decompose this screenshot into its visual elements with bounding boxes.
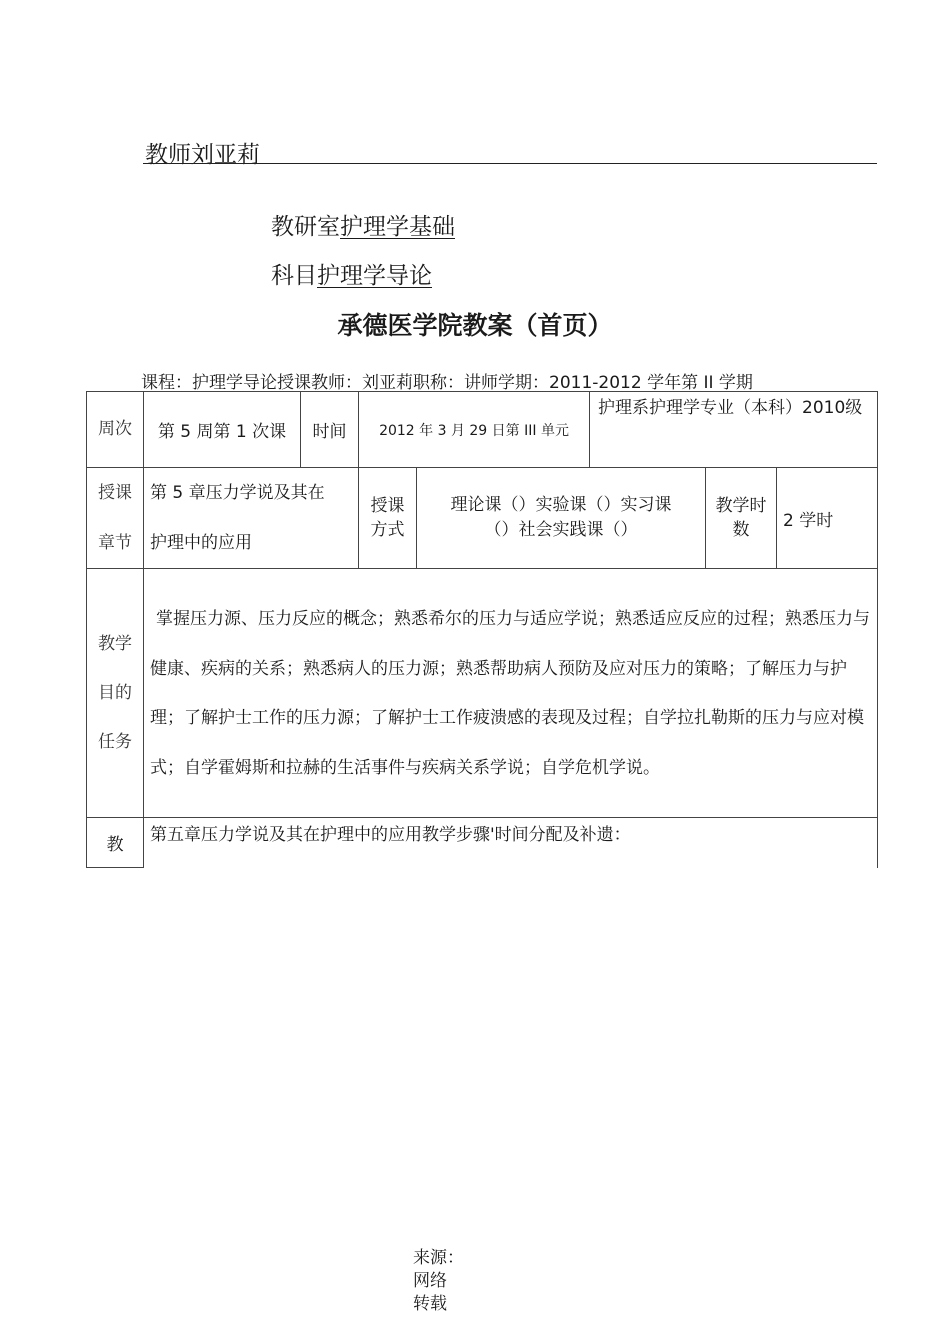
teaching-steps-text: 教学步骤'时间分配及补遗： — [422, 825, 631, 845]
objectives-cell — [144, 569, 878, 818]
hours-value: 2 学时 — [777, 468, 878, 569]
table-row — [87, 818, 878, 868]
page-title-main: 承德医学院教案 — [337, 311, 513, 340]
teaching-steps-cell — [144, 818, 878, 868]
table-row — [87, 569, 878, 818]
subject-value: 护理学导论 — [317, 263, 432, 289]
table-row — [87, 392, 878, 468]
class-value: 护理系护理学专业（本科）2010级 — [598, 398, 863, 418]
chapter-value — [144, 468, 359, 569]
hours-label: 教学时数 — [706, 468, 777, 569]
objectives-label-2: 目的 — [98, 682, 132, 703]
page-title — [0, 306, 950, 342]
source-line-3: 转载 — [413, 1294, 447, 1314]
chapter-label-2: 章节 — [98, 533, 132, 553]
objectives-text: 掌握压力源、压力反应的概念；熟悉希尔的压力与适应学说；熟悉适应反应的过程；熟悉压力与健康、疾病的关系；熟悉病人的压力源；熟悉帮助病人预防及应对压力的策略；了解压力与护理；了解护士工作的压力源；了解护士工作疲溃感的表现及过程；自学拉扎勒斯的压力与应对模式；自学霍姆斯和拉赫的生活事件与疾病关系学说；自学危机学说。 — [150, 609, 870, 778]
subject-line — [271, 257, 432, 290]
objectives-label-1: 教学 — [98, 633, 132, 654]
mode-value-2: （）社会实践课（） — [484, 520, 638, 540]
objectives-label — [87, 569, 144, 818]
department-value: 护理学基础 — [340, 214, 455, 240]
source-line-1: 来源： — [413, 1248, 464, 1268]
source-line-2: 网络 — [413, 1271, 447, 1291]
chapter-value-1: 第 5 章压力学说及其在 — [150, 483, 325, 503]
page-title-paren: （首页） — [512, 311, 613, 340]
subject-label: 科目 — [271, 263, 317, 289]
teaching-chapter-text: 第五章压力学说及其在护理中的应用 — [150, 825, 422, 845]
class-cell — [590, 392, 878, 468]
mode-value-1: 理论课（）实验课（）实习课 — [450, 495, 672, 515]
chapter-value-2: 护理中的应用 — [150, 533, 252, 553]
department-label: 教研室 — [271, 214, 340, 240]
table-row — [87, 468, 878, 569]
teaching-label: 教 — [87, 818, 144, 868]
mode-value — [417, 468, 706, 569]
lesson-plan-table — [86, 391, 878, 868]
teacher-underline — [143, 163, 877, 164]
source-note — [413, 1247, 464, 1316]
chapter-label-1: 授课 — [98, 483, 132, 503]
objectives-label-3: 任务 — [98, 731, 132, 752]
chapter-label — [87, 468, 144, 569]
course-info-line: 课程：护理学导论授课教师：刘亚莉职称：讲师学期：2011-2012 学年第 II 学期 — [141, 373, 753, 393]
time-label: 时间 — [301, 392, 359, 468]
mode-label: 授课方式 — [359, 468, 417, 569]
time-value: 2012 年 3 月 29 日第 III 单元 — [359, 392, 590, 468]
department-line — [271, 208, 455, 241]
week-label: 周次 — [87, 392, 144, 468]
week-value: 第 5 周第 1 次课 — [144, 392, 301, 468]
teacher-name: 教师刘亚莉 — [145, 142, 260, 168]
